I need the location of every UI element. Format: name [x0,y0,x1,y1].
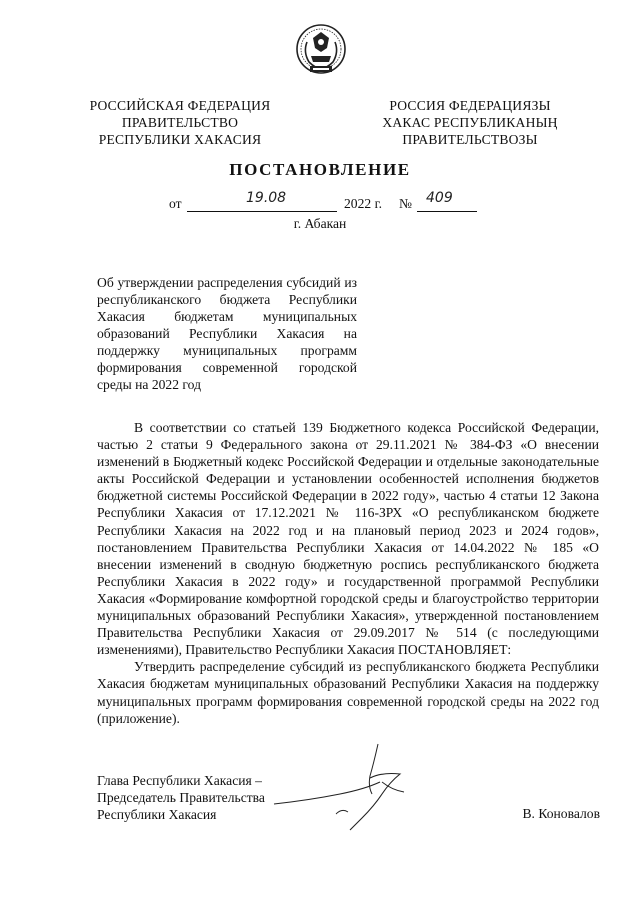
year-label: 2022 г. [344,196,383,211]
date-handwritten: 19.08 [246,190,287,206]
header-left-line: РЕСПУБЛИКИ ХАКАСИЯ [98,132,262,147]
header-left [80,97,280,148]
date-from-label: от [169,196,182,211]
city: г. Абакан [293,216,347,231]
body-paragraph: В соответствии со статьей 139 Бюджетного кодекса Российской Федерации, частью 2 статьи 9 Федерального закона от 29.11.2021 № 384-ФЗ «О внесении изменений в Бюджетный кодекс Российской Федерации и отдельные законодательные акты Российской Федерации и установлении особенностей исполнения бюджетов бюджетной системы Российской Федерации в 2022 году», частью 4 статьи 12 Закона Республики Хакасия от 17.12.2021 № 116-ЗРХ «О республиканском бюджете Республики Хакасия на 2022 год и на плановый период 2023 и 2024 годов», постановлением Правительства Республики Хакасия от 14.04.2022 № 185 «О внесении изменений в сводную бюджетную роспись республиканского бюджета Республики Хакасия в 2022 году» и государственной программой Республики Хакасия «Формирование комфортной городской среды и благоустройство территории муниципальных образований Республики Хакасия», утвержденной постановлением Правительства Республики Хакасия от 29.09.2017 № 514 (с последующими изменениями), Правительство Республики Хакасия ПОСТАНОВЛЯЕТ: [97,420,599,658]
header-left-line: ПРАВИТЕЛЬСТВО [121,115,239,130]
signatory-position-line: Глава Республики Хакасия – [97,773,262,788]
header-right-line: РОССИЯ ФЕДЕРАЦИЯЗЫ [389,98,551,113]
signatory-position-line: Председатель Правительства [97,790,265,805]
number-label: № [399,196,412,211]
header-right-line: ХАКАС РЕСПУБЛИКАНЫҢ [382,115,558,130]
body-paragraph: Утвердить распределение субсидий из республиканского бюджета Республики Хакасия бюджетам муниципальных образований Республики Хакасия на поддержку муниципальных программ формирования современной городской среды на 2022 год (приложение). [97,659,599,726]
handwritten-signature [270,742,430,834]
number-handwritten: 409 [426,190,453,206]
document-body [97,419,599,727]
coat-of-arms-icon [293,22,349,80]
header-left-line: РОССИЙСКАЯ ФЕДЕРАЦИЯ [89,98,271,113]
signatory-name: В. Коновалов [522,806,600,821]
header-right-line: ПРАВИТЕЛЬСТВОЗЫ [402,132,538,147]
signatory-position [97,772,265,823]
document-title: ПОСТАНОВЛЕНИЕ [229,160,411,179]
signatory-position-line: Республики Хакасия [97,807,217,822]
document-subject: Об утверждении распределения субсидий из республиканского бюджета Республики Хакасия бюджетам муниципальных образований Республики Хакасия на поддержку муниципальных программ формирования современной городской среды на 2022 год [97,275,357,392]
header-right [358,97,582,148]
